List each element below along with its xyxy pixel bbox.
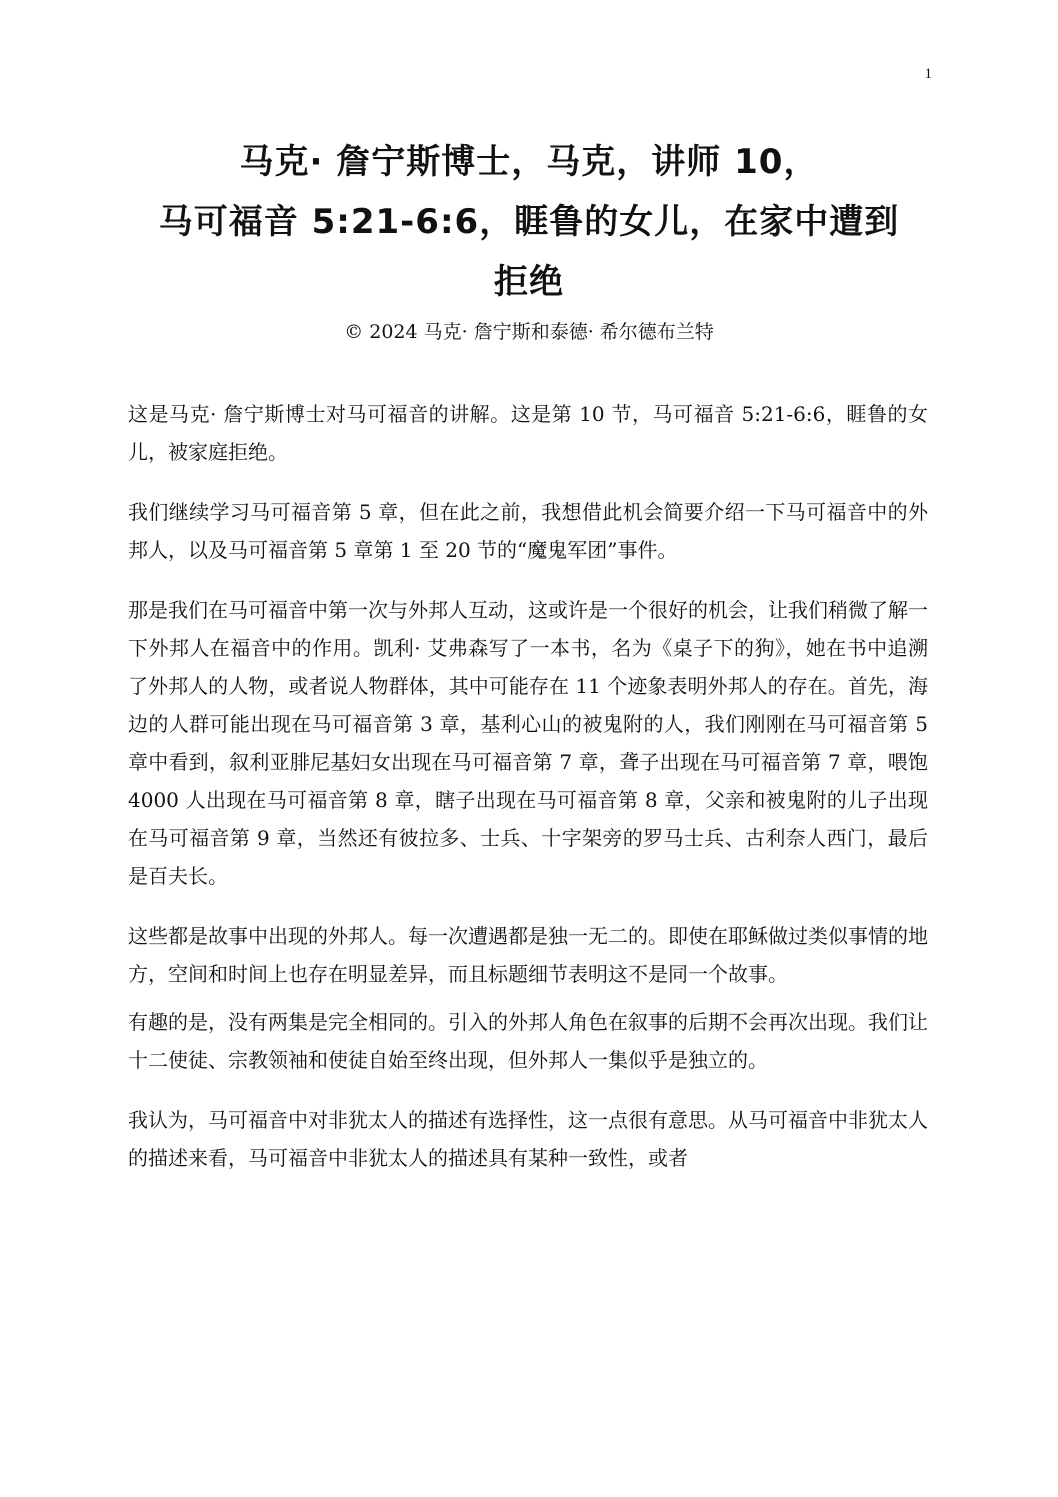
- paragraph-intro: 这是马克· 詹宁斯博士对马可福音的讲解。这是第 10 节，马可福音 5:21-6:6，睚鲁的女儿，被家庭拒绝。: [128, 402, 928, 464]
- paragraph-unique-encounters: 这些都是故事中出现的外邦人。每一次遭遇都是独一无二的。即使在耶稣做过类似事情的地方，空间和时间上也存在明显差异，而且标题细节表明这不是同一个故事。: [128, 924, 928, 986]
- paragraph-gentile-appearances: 那是我们在马可福音中第一次与外邦人互动，这或许是一个很好的机会，让我们稍微了解一下外邦人在福音中的作用。凯利· 艾弗森写了一本书，名为《桌子下的狗》，她在书中追溯了外邦人的人物，或者说人物群体，其中可能存在 11 个迹象表明外邦人的存在。首先，海边的人群可能出现在马可福音第 3 章，基利心山的被鬼附的人，我们刚刚在马可福音第 5 章中看到，叙利亚腓尼基妇女出现在马可福音第 7 章，聋子出现在马可福音第 7 章，喂饱 4000 人出现在马可福音第 8 章，瞎子出现在马可福音第 8 章，父亲和被鬼附的儿子出现在马可福音第 9 章，当然还有彼拉多、士兵、十字架旁的罗马士兵、古利奈人西门，最后是百夫长。: [128, 598, 928, 888]
- title-block: [60, 132, 998, 346]
- paragraph-gentiles-overview: 我们继续学习马可福音第 5 章，但在此之前，我想借此机会简要介绍一下马可福音中的外邦人，以及马可福音第 5 章第 1 至 20 节的“魔鬼军团”事件。: [128, 500, 928, 562]
- page-number: 1: [924, 66, 932, 82]
- paragraph-selective-portrayal: 我认为，马可福音中对非犹太人的描述有选择性，这一点很有意思。从马可福音中非犹太人的描述来看，马可福音中非犹太人的描述具有某种一致性，或者: [128, 1108, 928, 1170]
- page-title-line-3: 拒绝: [494, 262, 564, 302]
- paragraph-independent-episodes: 有趣的是，没有两集是完全相同的。引入的外邦人角色在叙事的后期不会再次出现。我们让十二使徒、宗教领袖和使徒自始至终出现，但外邦人一集似乎是独立的。: [128, 1010, 928, 1072]
- document-body: [128, 395, 928, 1199]
- page-title-line-2: 马可福音 5:21-6:6，睚鲁的女儿，在家中遭到: [158, 202, 900, 242]
- copyright-notice: © 2024 马克· 詹宁斯和泰德· 希尔德布兰特: [344, 321, 714, 343]
- page-title-line-1: 马克· 詹宁斯博士，马克，讲师 10，: [239, 142, 819, 182]
